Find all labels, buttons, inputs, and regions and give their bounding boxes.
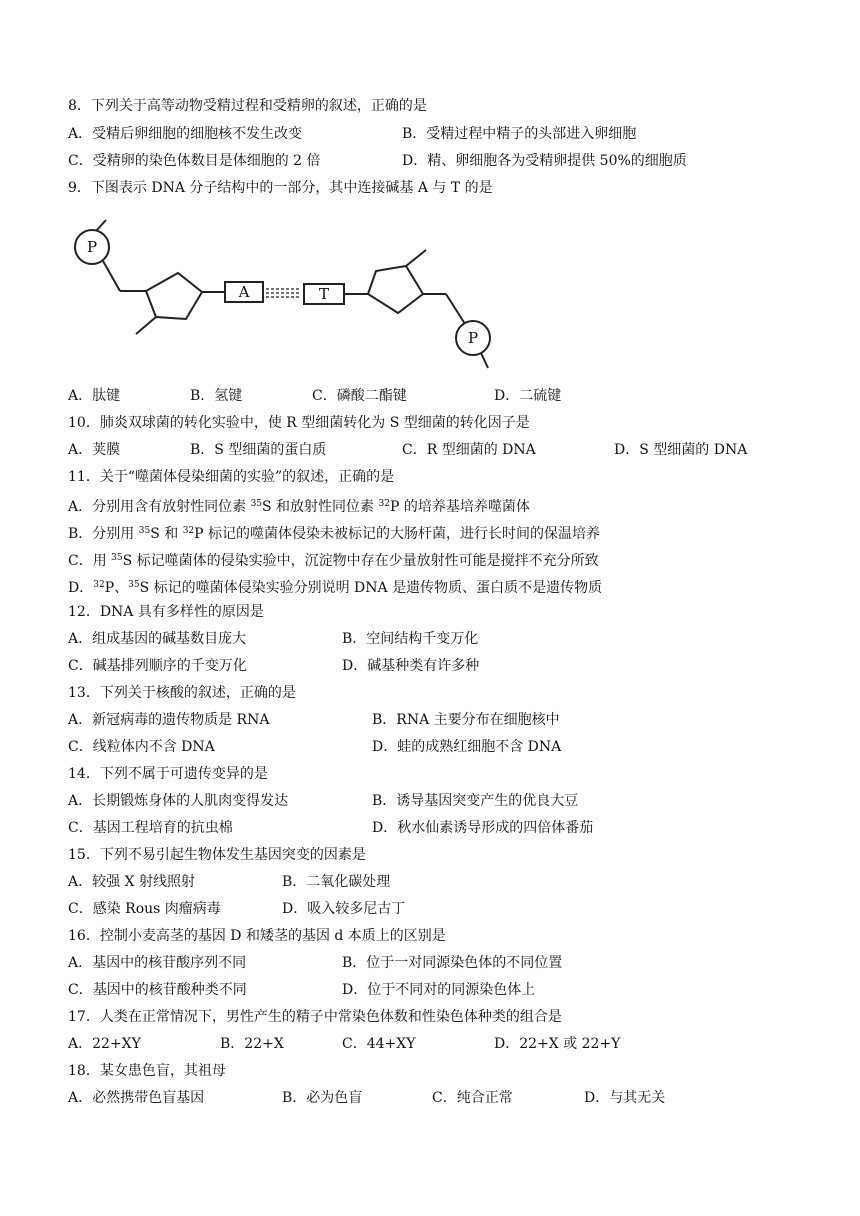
q18-option-b: B．必为色盲	[282, 1090, 363, 1106]
question-18-stem: 18．某女患色盲，其祖母	[68, 1063, 226, 1079]
q16-option-a: A．基因中的核苷酸序列不同	[68, 955, 247, 971]
left-phosphate-label: P	[86, 238, 98, 256]
question-15-stem: 15．下列不易引起生物体发生基因突变的因素是	[68, 847, 366, 863]
question-11-stem: 11．关于“噬菌体侵染细菌的实验”的叙述，正确的是	[68, 469, 395, 485]
q13-option-d: D．蛙的成熟红细胞不含 DNA	[372, 739, 562, 755]
q11-option-c: C．用 $^{35}$S 标记噬菌体的侵染实验中，沉淀物中存在少量放射性可能是搅拌不充分所致	[68, 553, 599, 569]
q10-option-a: A．荚膜	[68, 442, 121, 458]
question-8-stem: 8．下列关于高等动物受精过程和受精卵的叙述，正确的是	[68, 98, 427, 114]
q15-option-a: A．较强 X 射线照射	[68, 874, 195, 890]
left-phosphate-bond	[96, 220, 106, 231]
q13-option-a: A．新冠病毒的遗传物质是 RNA	[68, 712, 270, 728]
q17-option-b: B．22+X	[220, 1036, 284, 1052]
q10-option-d: D．S 型细菌的 DNA	[614, 442, 748, 458]
q16-option-c: C．基因中的核苷酸种类不同	[68, 982, 247, 998]
q9-option-c: C．磷酸二酯键	[312, 388, 407, 404]
right-phosphate-bond	[481, 353, 488, 368]
q12-option-a: A．组成基因的碱基数目庞大	[68, 631, 247, 647]
right-phosphate-link	[446, 294, 465, 324]
question-9-stem: 9．下图表示 DNA 分子结构中的一部分，其中连接碱基 A 与 T 的是	[68, 180, 493, 196]
q12-option-b: B．空间结构千变万化	[342, 631, 479, 647]
q8-option-c: C．受精卵的染色体数目是体细胞的 2 倍	[68, 153, 321, 169]
question-17-stem: 17．人类在正常情况下，男性产生的精子中常染色体数和性染色体种类的组合是	[68, 1009, 562, 1025]
question-12-stem: 12．DNA 具有多样性的原因是	[68, 604, 264, 620]
question-10-stem: 10．肺炎双球菌的转化实验中，使 R 型细菌转化为 S 型细菌的转化因子是	[68, 415, 530, 431]
q14-option-a: A．长期锻炼身体的人肌肉变得发达	[68, 793, 289, 809]
q12-option-c: C．碱基排列顺序的千变万化	[68, 658, 247, 674]
q17-option-c: C．44+XY	[342, 1036, 416, 1052]
q15-option-c: C．感染 Rous 肉瘤病毒	[68, 901, 221, 917]
q12-option-d: D．碱基种类有许多种	[342, 658, 480, 674]
q8-option-a: A．受精后卵细胞的细胞核不发生改变	[68, 126, 303, 142]
right-pentose-sugar	[368, 266, 423, 313]
left-phosphate-link	[103, 261, 120, 291]
q8-option-d: D．精、卵细胞各为受精卵提供 50%的细胞质	[402, 153, 687, 169]
base-a-label: A	[238, 283, 250, 301]
q15-option-b: B．二氧化碳处理	[282, 874, 391, 890]
q14-option-d: D．秋水仙素诱导形成的四倍体番茄	[372, 820, 594, 836]
q13-option-b: B．RNA 主要分布在细胞核中	[372, 712, 560, 728]
q9-option-b: B．氢键	[190, 388, 243, 404]
q11-option-d: D．$^{32}$P、$^{35}$S 标记的噬菌体侵染实验分别说明 DNA 是遗传物质、蛋白质不是遗传物质	[68, 580, 603, 596]
q18-option-c: C．纯合正常	[432, 1090, 513, 1106]
q10-option-b: B．S 型细菌的蛋白质	[190, 442, 327, 458]
q14-option-c: C．基因工程培育的抗虫棉	[68, 820, 233, 836]
q15-option-d: D．吸入较多尼古丁	[282, 901, 406, 917]
base-t-label: T	[318, 285, 330, 303]
q11-option-a: A．分别用含有放射性同位素 $^{35}$S 和放射性同位素 $^{32}$P 的培养基培养噬菌体	[68, 499, 530, 515]
q18-option-a: A．必然携带色盲基因	[68, 1090, 205, 1106]
q13-option-c: C．线粒体内不含 DNA	[68, 739, 215, 755]
question-14-stem: 14．下列不属于可遗传变异的是	[68, 766, 268, 782]
question-16-stem: 16．控制小麦高茎的基因 D 和矮茎的基因 d 本质上的区别是	[68, 928, 446, 944]
q11-option-b: B．分别用 $^{35}$S 和 $^{32}$P 标记的噬菌体侵染未被标记的大肠杆菌，进行长时间的保温培养	[68, 526, 601, 542]
dna-structure-diagram	[70, 214, 500, 374]
q9-option-d: D．二硫键	[494, 388, 562, 404]
q9-option-a: A．肽键	[68, 388, 121, 404]
q18-option-d: D．与其无关	[584, 1090, 666, 1106]
left-sugar-branch	[136, 317, 156, 334]
left-pentose-sugar	[146, 273, 202, 319]
q16-option-d: D．位于不同对的同源染色体上	[342, 982, 536, 998]
question-13-stem: 13．下列关于核酸的叙述，正确的是	[68, 685, 296, 701]
q16-option-b: B．位于一对同源染色体的不同位置	[342, 955, 563, 971]
q17-option-a: A．22+XY	[68, 1036, 141, 1052]
right-sugar-branch	[406, 250, 426, 266]
q8-option-b: B．受精过程中精子的头部进入卵细胞	[402, 126, 637, 142]
q17-option-d: D．22+X 或 22+Y	[494, 1036, 621, 1052]
q10-option-c: C．R 型细菌的 DNA	[402, 442, 536, 458]
right-phosphate-label: P	[467, 329, 479, 347]
q14-option-b: B．诱导基因突变产生的优良大豆	[372, 793, 579, 809]
